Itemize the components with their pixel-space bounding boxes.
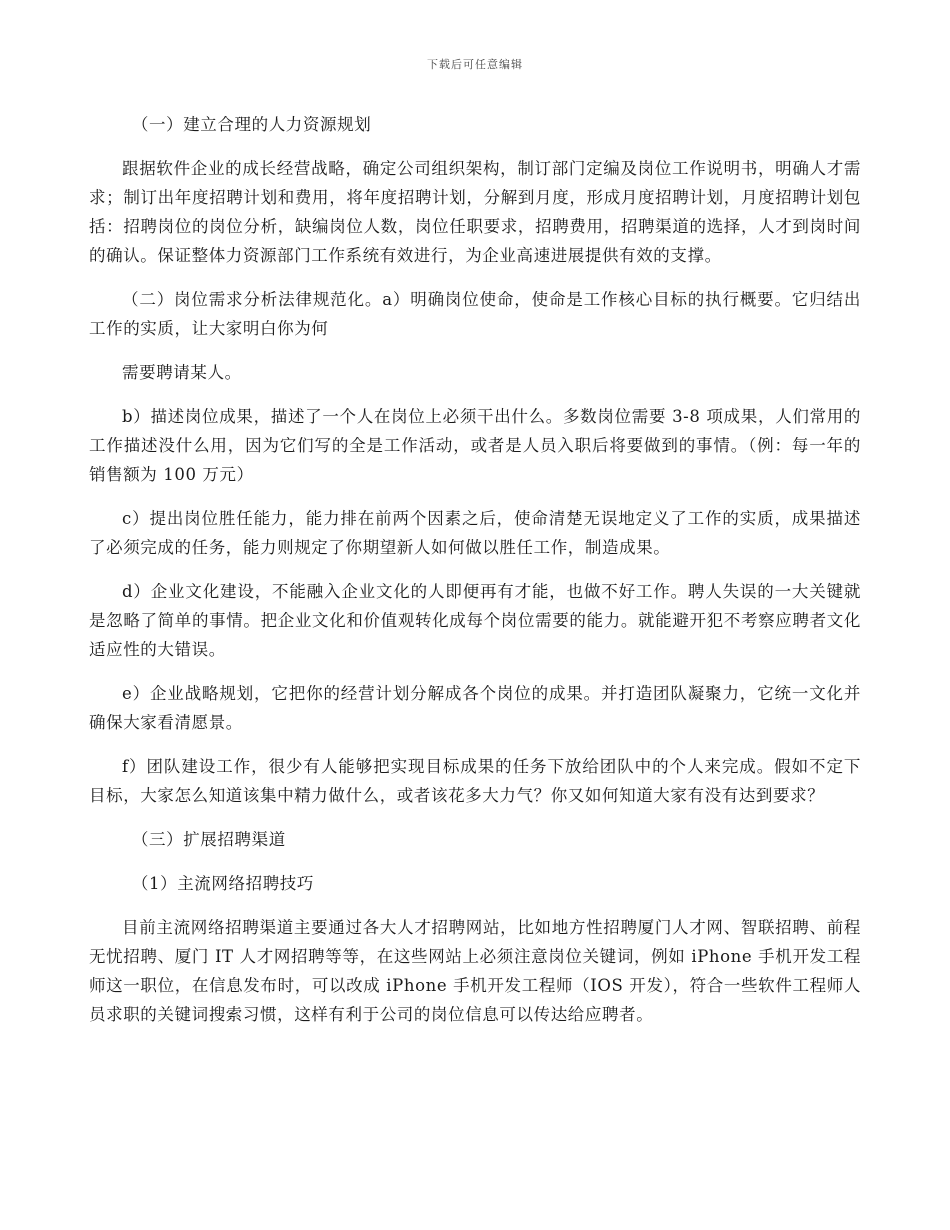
paragraph-hr-planning: 跟据软件企业的成长经营战略，确定公司组织架构，制订部门定编及岗位工作说明书，明确人才需求；制订出年度招聘计划和费用，将年度招聘计划，分解到月度，形成月度招聘计划，月度招聘计划包括：招聘岗位的岗位分析，缺编岗位人数，岗位任职要求，招聘费用，招聘渠道的选择，人才到岗时间的确认。保证整体力资源部门工作系统有效进行，为企业高速进展提供有效的支撑。: [89, 159, 861, 265]
paragraph-job-analysis: （二）岗位需求分析法律规范化。a）明确岗位使命，使命是工作核心目标的执行概要。它归结出工作的实质，让大家明白你为何: [89, 290, 861, 338]
section-heading-3: （三）扩展招聘渠道: [131, 830, 286, 849]
paragraph-hire-reason: 需要聘请某人。: [122, 363, 242, 382]
paragraph-online-recruiting: 目前主流网络招聘渠道主要通过各大人才招聘网站，比如地方性招聘厦门人才网、智联招聘、前程无忧招聘、厦门 IT 人才网招聘等等，在这些网站上必须注意岗位关键词，例如 iPhone 手机开发工程师这一职位，在信息发布时，可以改成 iPhone 手机开发工程师（IOS 开发），符合一些软件工程师人员求职的关键词搜索习惯，这样有利于公司的岗位信息可以传达给应聘者。: [89, 918, 861, 1024]
section-heading-1: （一）建立合理的人力资源规划: [131, 115, 372, 134]
paragraph-item-b: b）描述岗位成果，描述了一个人在岗位上必须干出什么。多数岗位需要 3-8 项成果，人们常用的工作描述没什么用，因为它们写的全是工作活动，或者是人员入职后将要做到的事情。（例：每一年的销售额为 100 万元）: [89, 407, 861, 484]
paragraph-item-f: f）团队建设工作，很少有人能够把实现目标成果的任务下放给团队中的个人来完成。假如不定下目标，大家怎么知道该集中精力做什么，或者该花多大力气？你又如何知道大家有没有达到要求？: [89, 757, 861, 805]
paragraph-item-c: c）提出岗位胜任能力，能力排在前两个因素之后，使命清楚无误地定义了工作的实质，成果描述了必须完成的任务，能力则规定了你期望新人如何做以胜任工作，制造成果。: [89, 509, 861, 557]
page-header: 下载后可任意编辑: [427, 58, 523, 71]
paragraph-item-d: d）企业文化建设，不能融入企业文化的人即便再有才能，也做不好工作。聘人失误的一大关键就是忽略了简单的事情。把企业文化和价值观转化成每个岗位需要的能力。就能避开犯不考察应聘者文化适应性的大错误。: [89, 582, 861, 659]
paragraph-item-e: e）企业战略规划，它把你的经营计划分解成各个岗位的成果。并打造团队凝聚力，它统一文化并确保大家看清愿景。: [89, 684, 861, 732]
document-body: [89, 110, 861, 1044]
subsection-heading-1: （1）主流网络招聘技巧: [131, 874, 314, 893]
